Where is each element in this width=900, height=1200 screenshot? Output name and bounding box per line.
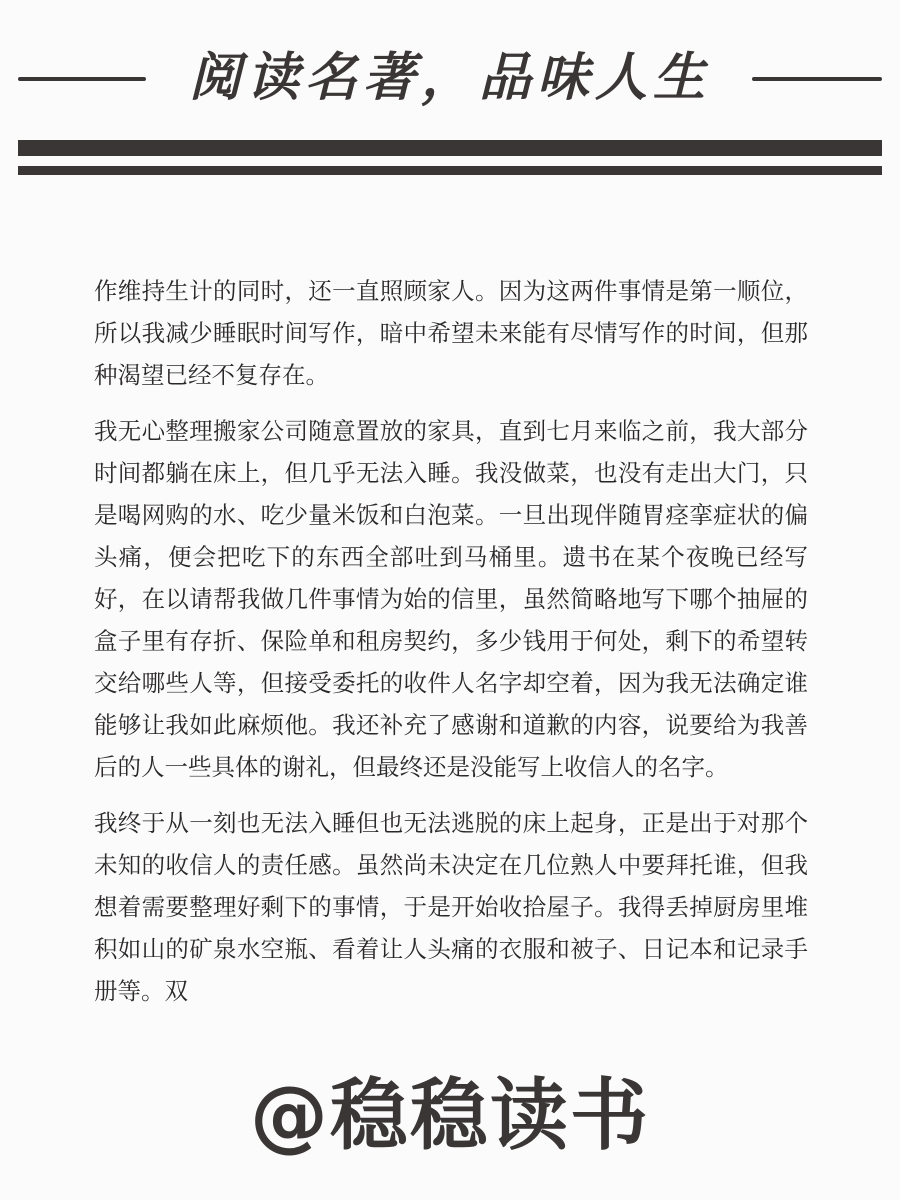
paragraph-2: 我无心整理搬家公司随意置放的家具，直到七月来临之前，我大部分时间都躺在床上，但几乎无法入睡。我没做菜，也没有走出大门，只是喝网购的水、吃少量米饭和白泡菜。一旦出现伴随胃痉挛症状的偏头痛，便会把吃下的东西全部吐到马桶里。遗书在某个夜晚已经写好，在以请帮我做几件事情为始的信里，虽然简略地写下哪个抽屉的盒子里有存折、保险单和租房契约，多少钱用于何处，剩下的希望转交给哪些人等，但接受委托的收件人名字却空着，因为我无法确定谁能够让我如此麻烦他。我还补充了感谢和道歉的内容，说要给为我善后的人一些具体的谢礼，但最终还是没能写上收信人的名字。 — [94, 417, 808, 781]
header-title: 阅读名著，品味人生 — [188, 48, 711, 108]
header-rule-right — [752, 77, 882, 81]
header-stripe-thick — [18, 140, 882, 156]
header-rule-left — [18, 77, 146, 81]
header-stripe-thin — [18, 166, 882, 175]
paragraph-1: 作维持生计的同时，还一直照顾家人。因为这两件事情是第一顺位，所以我减少睡眠时间写作，暗中希望未来能有尽情写作的时间，但那种渴望已经不复存在。 — [94, 277, 808, 389]
page-header — [0, 40, 900, 120]
article-body — [94, 270, 808, 1026]
paragraph-3: 我终于从一刻也无法入睡但也无法逃脱的床上起身，正是出于对那个未知的收信人的责任感。虽然尚未决定在几位熟人中要拜托谁，但我想着需要整理好剩下的事情，于是开始收拾屋子。我得丢掉厨房里堆积如山的矿泉水空瓶、看着让人头痛的衣服和被子、日记本和记录手册等。双 — [94, 809, 808, 1005]
account-watermark: @稳稳读书 — [249, 1071, 650, 1161]
